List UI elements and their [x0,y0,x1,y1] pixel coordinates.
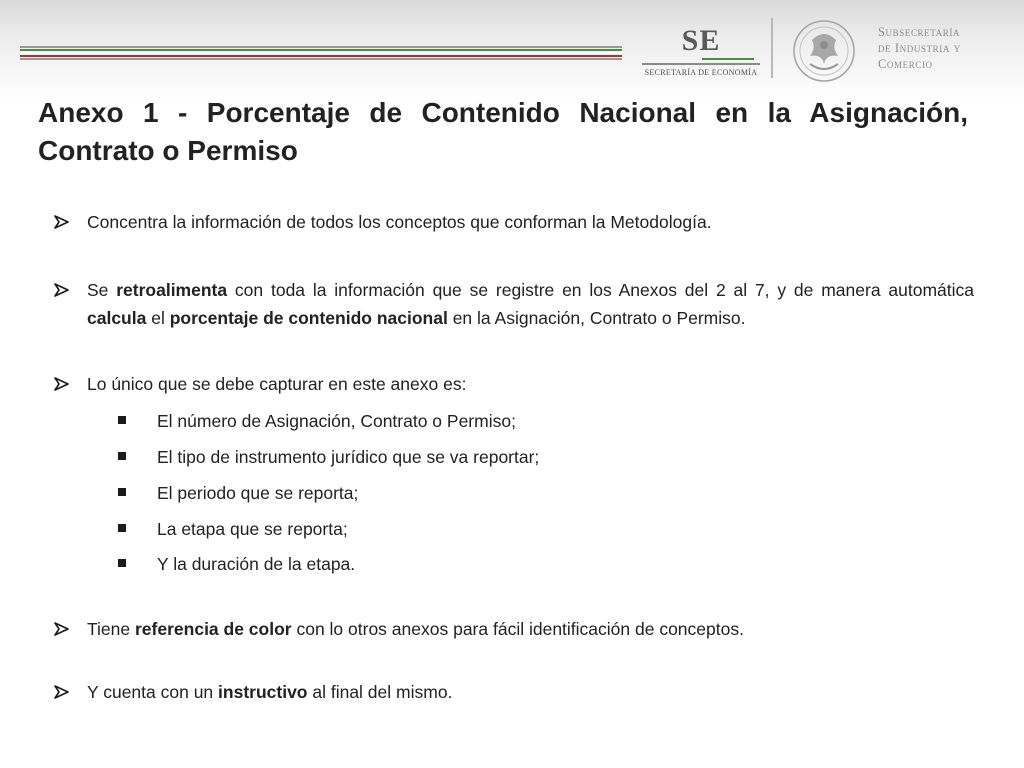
square-bullet-icon [118,452,126,460]
bullet-text: Lo único que se debe capturar en este anexo es: [87,374,467,394]
subsecretaria-line-3: Comercio [878,57,933,71]
text-segment: con toda la información que se registre en los Anexos del 2 al 7, y de manera automática [227,280,974,300]
se-logo-mark: SE [681,24,721,57]
bullet-text [87,678,974,706]
text-segment: Tiene [87,619,135,639]
square-bullet-icon [118,488,126,496]
square-bullet-icon [118,416,126,424]
bullet-text [87,615,974,643]
bullet-item [54,276,974,332]
square-bullet-icon [118,524,126,532]
subsecretaria-line-2: de Industria y [878,41,961,55]
arrow-bullet-icon [54,377,70,391]
bullet-item [54,370,974,398]
sub-list-item [117,481,917,505]
bullet-item [54,678,974,706]
se-logo-subtitle: SECRETARÍA DE ECONOMÍA [644,68,758,77]
subsecretaria-line-1: Subsecretaría [878,25,961,39]
arrow-bullet-icon [54,685,70,699]
arrow-bullet-icon [54,283,70,297]
keyword-text: calcula [87,308,147,328]
sub-item-text: Y la duración de la etapa. [157,554,356,574]
arrow-bullet-icon [54,215,70,229]
text-segment: el [146,308,170,328]
sub-item-text: La etapa que se reporta; [157,519,348,539]
sub-item-text: El periodo que se reporta; [157,483,359,503]
sub-list-item [117,552,917,576]
sub-item-text: El tipo de instrumento jurídico que se va reportar; [157,447,540,467]
bullet-text [87,276,974,332]
bullet-text: Concentra la información de todos los conceptos que conforman la Metodología. [87,212,712,232]
page-title: Anexo 1 - Porcentaje de Contenido Nacional en la Asignación, Contrato o Permiso [38,97,968,166]
bullet-item [54,615,974,643]
sub-list-item [117,445,917,469]
text-segment: en la Asignación, Contrato o Permiso. [447,308,746,328]
keyword-text: retroalimenta [116,280,228,300]
sub-list-item [117,517,917,541]
text-segment: con lo otros anexos para fácil identificación de conceptos. [291,619,744,639]
keyword-text: referencia de color [135,619,292,639]
text-segment: Se [87,280,117,300]
sub-item-text: El número de Asignación, Contrato o Permiso; [157,411,516,431]
bullet-item [54,208,974,236]
arrow-bullet-icon [54,622,70,636]
keyword-text: instructivo [218,682,308,702]
text-segment: Y cuenta con un [87,682,219,702]
text-segment: al final del mismo. [307,682,453,702]
keyword-text: porcentaje de contenido nacional [169,308,448,328]
square-bullet-icon [118,559,126,567]
sub-list-item [117,409,917,433]
